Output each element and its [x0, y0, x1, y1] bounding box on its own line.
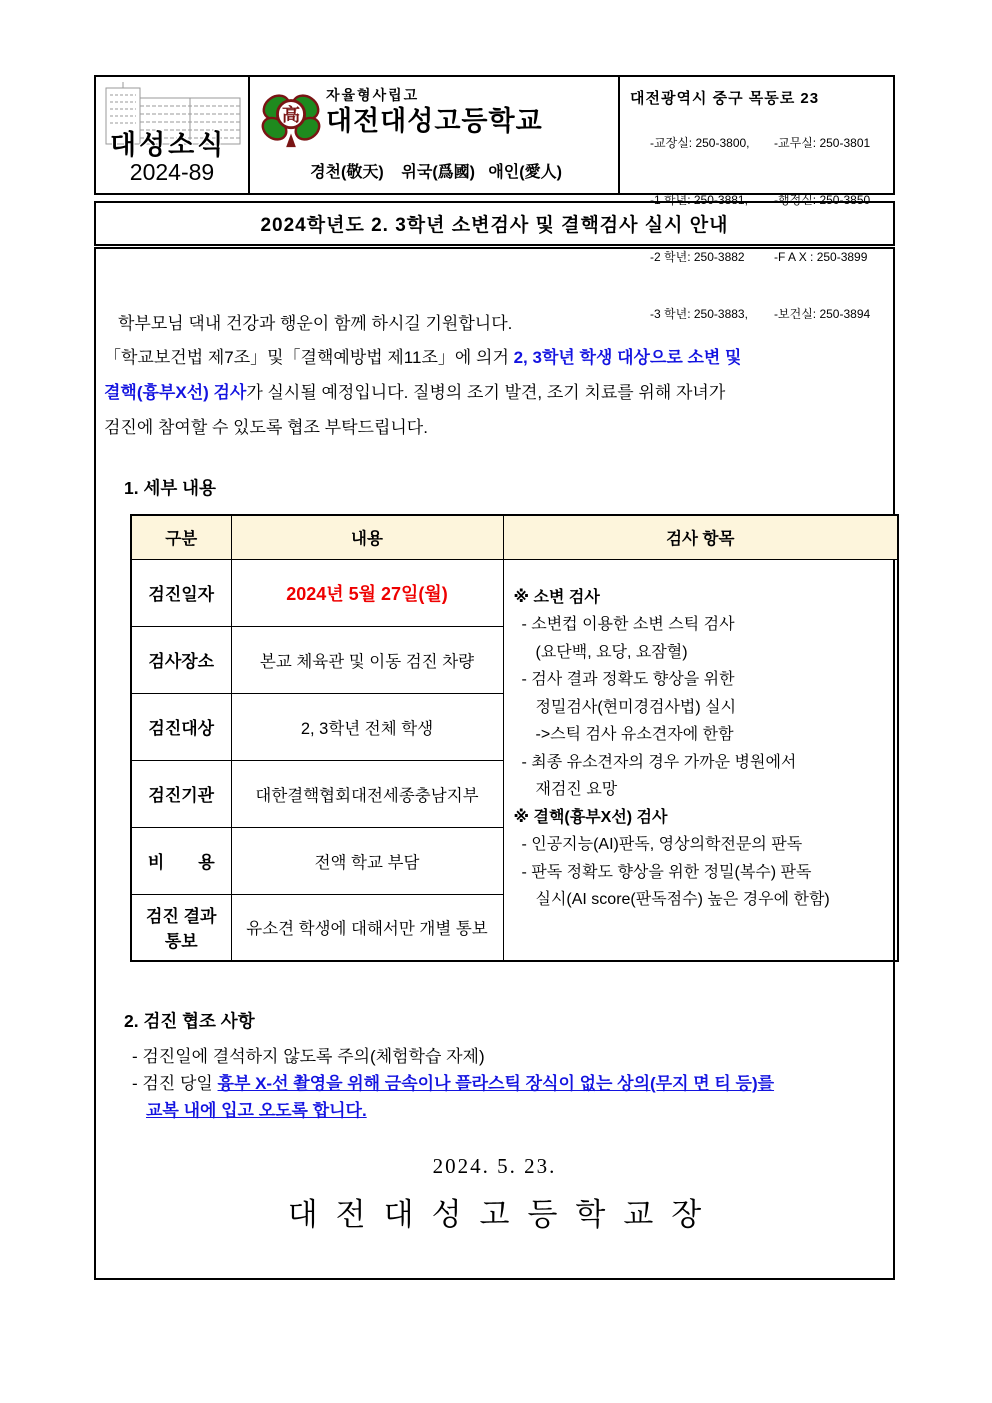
cooperation-item2-highlight: 흉부 X-선 촬영을 위해 금속이나 플라스틱 장식이 없는 상의(무지 면 티 등)를: [217, 1074, 775, 1093]
exam-items-cell: [503, 559, 898, 961]
cooperation-item-2: [102, 1070, 887, 1097]
school-address: 대전광역시 중구 목동로 23: [630, 90, 820, 107]
exam-line: 재검진 요망: [535, 781, 618, 798]
cooperation-item2-prefix: - 검진 당일: [132, 1074, 218, 1093]
exam-line: - 판독 정확도 향상을 위한 정밀(복수) 판독: [521, 863, 812, 881]
school-clover-logo-icon: [260, 87, 322, 149]
intro-line2-highlight: 결핵(흉부X선) 검사: [104, 383, 247, 402]
school-type-label: 자율형사립고: [326, 87, 420, 103]
contact-grade1: -1 학년: 250-3881,: [650, 193, 748, 207]
contact-office: -교무실: 250-3801: [774, 136, 871, 150]
detail-table: [130, 514, 899, 962]
intro-line-3: 검진에 참여할 수 있도록 협조 부탁드립니다.: [104, 418, 428, 437]
col-header-exam-items: 검사 항목: [503, 515, 898, 559]
row-label-agency: 검진기관: [131, 760, 231, 827]
contact-principal: -교장실: 250-3800,: [650, 136, 750, 150]
document-title: 2024학년도 2. 3학년 소변검사 및 결핵검사 실시 안내: [260, 215, 729, 236]
row-value-date: 2024년 5월 27일(월): [231, 559, 503, 626]
row-value-place: 본교 체육관 및 이동 검진 차량: [231, 626, 503, 693]
row-value-agency: 대한결핵협회대전세종충남지부: [231, 760, 503, 827]
intro-line1-highlight: 2, 3학년 학생 대상으로 소변 및: [513, 348, 742, 367]
intro-paragraph: [102, 340, 887, 445]
exam-line: - 인공지능(AI)판독, 영상의학전문의 판독: [521, 836, 803, 853]
newsletter-name: 대성소식: [110, 130, 227, 160]
cooperation-item-1: - 검진일에 결석하지 않도록 주의(체험학습 자제): [132, 1047, 485, 1066]
row-value-target: 2, 3학년 전체 학생: [231, 693, 503, 760]
exam-line: ->스틱 검사 유소견자에 한함: [535, 726, 734, 743]
row-label-result-notice: 검진 결과 통보: [131, 894, 231, 961]
cooperation-item2-highlight-cont: 교복 내에 입고 오도록 합니다.: [146, 1101, 367, 1120]
contact-grade2: -2 학년: 250-3882: [650, 250, 745, 264]
greeting-line: 학부모님 댁내 건강과 행운이 함께 하시길 기원합니다.: [118, 314, 513, 333]
intro-line1-text: 「학교보건법 제7조」및「결핵예방법 제11조」에 의거: [104, 348, 514, 367]
row-label-date: 검진일자: [131, 559, 231, 626]
exam-line: - 소변컵 이용한 소변 스틱 검사: [521, 616, 735, 633]
school-name: 대전대성고등학교: [326, 106, 543, 136]
row-label-target: 검진대상: [131, 693, 231, 760]
exam-line: - 검사 결과 정확도 향상을 위한: [521, 671, 735, 688]
svg-text:高: 高: [281, 103, 301, 125]
exam-line: - 최종 유소견자의 경우 가까운 병원에서: [521, 753, 797, 771]
exam-line: 정밀검사(현미경검사법) 실시: [535, 698, 737, 716]
section2-heading: 2. 검진 협조 사항: [124, 1011, 255, 1031]
contact-row: [630, 115, 887, 172]
document-title-bar: [94, 201, 895, 246]
row-label-cost: 비 용: [131, 827, 231, 894]
row-value-cost: 전액 학교 부담: [231, 827, 503, 894]
section1-heading: 1. 세부 내용: [124, 478, 216, 498]
masthead-center-cell: [250, 77, 620, 193]
masthead-left-cell: [96, 77, 250, 193]
table-row: [131, 559, 898, 626]
exam-line: ※ 결핵(흉부X선) 검사: [513, 808, 668, 826]
table-header-row: [131, 515, 898, 559]
school-motto: 경천(敬天) 위국(爲國) 애인(愛人): [310, 164, 562, 181]
contact-fax: -F A X : 250-3899: [774, 250, 868, 264]
row-value-result-notice: 유소견 학생에 대해서만 개별 통보: [231, 894, 503, 961]
contact-grade3: -3 학년: 250-3883,: [650, 307, 748, 321]
col-header-content: 내용: [231, 515, 503, 559]
exam-line: ※ 소변 검사: [513, 588, 600, 606]
row-label-place: 검사장소: [131, 626, 231, 693]
intro-line-2: [102, 375, 887, 410]
document-signer: 대전대성고등학교장: [287, 1197, 720, 1232]
exam-line: (요단백, 요당, 요잠혈): [535, 643, 688, 661]
intro-line2-text: 가 실시될 예정입니다. 질병의 조기 발견, 조기 치료를 위해 자녀가: [246, 383, 726, 402]
cooperation-item-2-continued: [102, 1097, 887, 1124]
issue-number: 2024-89: [129, 159, 215, 185]
masthead-contact-cell: [620, 77, 893, 321]
intro-line-1: [102, 340, 887, 375]
contact-admin: -행정실: 250-3850: [774, 193, 871, 207]
col-header-category: 구분: [131, 515, 231, 559]
document-body: [94, 247, 895, 1280]
contact-health-office: -보건실: 250-3894: [774, 307, 871, 321]
document-date: 2024. 5. 23.: [432, 1154, 557, 1178]
exam-line: 실시(AI score(판독점수) 높은 경우에 한함): [535, 891, 830, 908]
